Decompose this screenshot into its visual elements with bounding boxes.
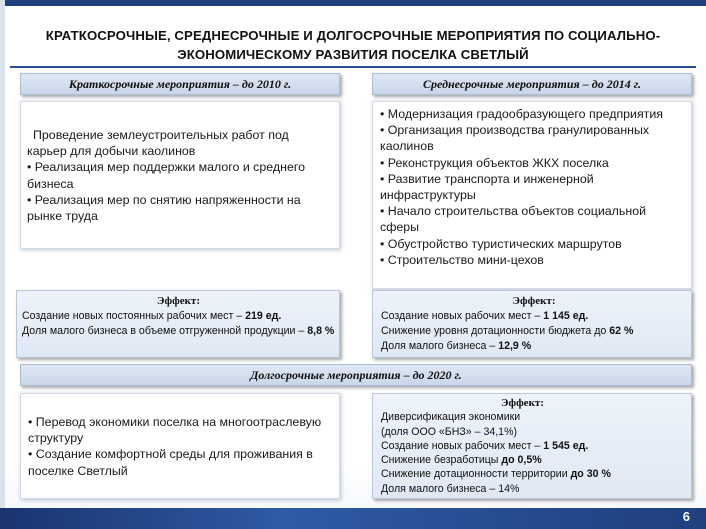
short-term-effect [16, 290, 340, 358]
short-term-header: Краткосрочные мероприятия – до 2010 г. [20, 73, 340, 95]
short-term-item: • Реализация мер поддержки малого и среднего бизнеса [27, 160, 305, 191]
effect-line: Создание новых постоянных рабочих мест – 219 ед. [22, 310, 282, 322]
effect-line: Создание новых рабочих мест – 1 145 ед. [381, 310, 589, 322]
mid-term-item: • Реконструкция объектов ЖКХ поселка [380, 155, 609, 170]
long-term-effect [372, 393, 692, 499]
mid-term-item: • Строительство мини-цехов [380, 252, 544, 267]
short-term-item: Проведение землеустроительных работ под карьер для добычи каолинов [27, 128, 289, 159]
title-line-2: ЭКОНОМИЧЕСКОМУ РАЗВИТИЯ ПОСЕЛКА СВЕТЛЫЙ [177, 47, 529, 62]
mid-term-item: • Обустройство туристических маршрутов [380, 236, 622, 251]
effect-title: Эффект: [157, 295, 200, 307]
mid-term-item: • Развитие транспорта и инженерной инфраструктуры [380, 171, 594, 203]
short-term-item: • Реализация мер по снятию напряженности на рынке труда [27, 192, 301, 224]
long-term-header: Долгосрочные мероприятия – до 2020 г. [20, 364, 692, 386]
bottom-band [0, 508, 706, 529]
long-term-item: • Перевод экономики поселка на многоотраслевую структуру [28, 415, 322, 446]
effect-line: Снижение уровня дотационности бюджета до 62 % [381, 325, 634, 337]
mid-term-header: Среднесрочные мероприятия – до 2014 г. [372, 73, 692, 95]
page-title [20, 26, 686, 64]
long-term-box [20, 393, 340, 499]
long-term-item: • Создание комфортной среды для проживания в поселке Светлый [28, 447, 313, 478]
effect-line: Снижение дотационности территории до 30 % [381, 468, 611, 481]
effect-line: Снижение безработицы до 0,5% [381, 454, 542, 467]
title-line-1: КРАТКОСРОЧНЫЕ, СРЕДНЕСРОЧНЫЕ И ДОЛГОСРОЧНЫЕ МЕРОПРИЯТИЯ ПО СОЦИАЛЬНО- [45, 28, 661, 43]
effect-line: Диверсификация экономики [381, 411, 521, 424]
mid-term-effect [372, 290, 692, 358]
title-divider [10, 66, 696, 68]
effect-line: Доля малого бизнеса – 14% [381, 482, 520, 495]
effect-line: Доля малого бизнеса в объеме отгруженной продукции – 8,8 % [22, 325, 335, 337]
mid-term-box [372, 101, 692, 289]
mid-term-item: • Начало строительства объектов социальной сферы [380, 204, 647, 235]
left-stripe [0, 0, 5, 529]
effect-line: Доля малого бизнеса – 12,9 % [381, 340, 532, 352]
mid-term-item: • Модернизация градообразующего предприятия [380, 107, 663, 121]
mid-term-item: • Организация производства гранулированных каолинов [380, 123, 650, 154]
page-number: 6 [682, 509, 690, 524]
effect-title: Эффект: [501, 397, 544, 409]
effect-line: Создание новых рабочих мест – 1 545 ед. [381, 439, 589, 452]
effect-line: (доля ООО «БНЗ» – 34,1%) [381, 425, 518, 438]
top-band [0, 0, 706, 6]
effect-title: Эффект: [512, 295, 556, 307]
short-term-box [20, 101, 340, 249]
